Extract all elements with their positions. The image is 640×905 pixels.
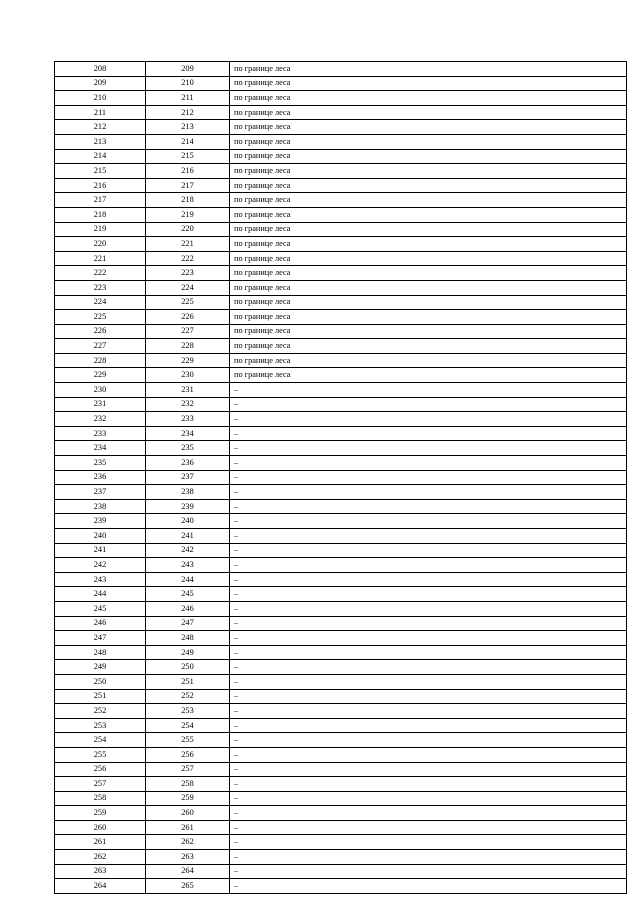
point-from-cell: 237 [55,485,146,500]
point-from-cell: 239 [55,514,146,529]
boundary-points-table [54,61,627,894]
point-from-cell: 254 [55,733,146,748]
table-row [55,777,627,792]
boundary-description-cell: – [230,601,627,616]
point-from-cell: 233 [55,426,146,441]
point-to-cell: 243 [146,558,230,573]
boundary-description-cell: – [230,850,627,865]
table-row [55,514,627,529]
point-from-cell: 236 [55,470,146,485]
boundary-description-cell: – [230,689,627,704]
boundary-description-cell: – [230,806,627,821]
point-from-cell: 242 [55,558,146,573]
point-to-cell: 249 [146,645,230,660]
point-from-cell: 249 [55,660,146,675]
boundary-description-cell: – [230,704,627,719]
boundary-description-cell: – [230,631,627,646]
table-row [55,864,627,879]
point-from-cell: 215 [55,164,146,179]
point-to-cell: 235 [146,441,230,456]
table-row [55,251,627,266]
boundary-description-cell: – [230,879,627,894]
boundary-description-cell: – [230,441,627,456]
table-row [55,616,627,631]
table-row [55,543,627,558]
point-from-cell: 218 [55,207,146,222]
table-row [55,295,627,310]
point-from-cell: 238 [55,499,146,514]
boundary-description-cell: – [230,616,627,631]
boundary-description-cell: – [230,733,627,748]
table-row [55,645,627,660]
point-from-cell: 243 [55,572,146,587]
table-row [55,879,627,894]
point-from-cell: 264 [55,879,146,894]
point-from-cell: 221 [55,251,146,266]
boundary-description-cell: по границе леса [230,120,627,135]
point-to-cell: 251 [146,674,230,689]
point-from-cell: 263 [55,864,146,879]
boundary-description-cell: – [230,762,627,777]
table-row [55,835,627,850]
point-from-cell: 234 [55,441,146,456]
table-row [55,631,627,646]
point-to-cell: 222 [146,251,230,266]
table-row [55,368,627,383]
boundary-description-cell: по границе леса [230,324,627,339]
point-to-cell: 217 [146,178,230,193]
table-row [55,485,627,500]
point-to-cell: 261 [146,820,230,835]
boundary-description-cell: – [230,645,627,660]
boundary-description-cell: – [230,529,627,544]
boundary-description-cell: – [230,864,627,879]
table-row [55,747,627,762]
point-from-cell: 245 [55,601,146,616]
point-to-cell: 218 [146,193,230,208]
table-row [55,62,627,77]
table-row [55,470,627,485]
boundary-description-cell: по границе леса [230,178,627,193]
table-row [55,456,627,471]
point-from-cell: 258 [55,791,146,806]
point-to-cell: 225 [146,295,230,310]
point-from-cell: 250 [55,674,146,689]
point-from-cell: 235 [55,456,146,471]
boundary-description-cell: по границе леса [230,91,627,106]
boundary-description-cell: – [230,835,627,850]
boundary-description-cell: – [230,587,627,602]
point-from-cell: 259 [55,806,146,821]
point-to-cell: 223 [146,266,230,281]
boundary-description-cell: – [230,412,627,427]
table-row [55,91,627,106]
point-to-cell: 244 [146,572,230,587]
point-from-cell: 230 [55,383,146,398]
table-row [55,310,627,325]
point-to-cell: 241 [146,529,230,544]
point-to-cell: 234 [146,426,230,441]
boundary-description-cell: – [230,791,627,806]
boundary-description-cell: по границе леса [230,251,627,266]
point-from-cell: 251 [55,689,146,704]
boundary-description-cell: по границе леса [230,164,627,179]
point-from-cell: 261 [55,835,146,850]
table-row [55,178,627,193]
table-row [55,193,627,208]
point-to-cell: 262 [146,835,230,850]
boundary-description-cell: по границе леса [230,62,627,77]
point-to-cell: 211 [146,91,230,106]
point-from-cell: 231 [55,397,146,412]
table-row [55,674,627,689]
point-from-cell: 260 [55,820,146,835]
point-to-cell: 256 [146,747,230,762]
point-to-cell: 221 [146,237,230,252]
point-to-cell: 248 [146,631,230,646]
point-from-cell: 211 [55,105,146,120]
table-row [55,280,627,295]
boundary-description-cell: по границе леса [230,149,627,164]
point-to-cell: 245 [146,587,230,602]
table-row [55,412,627,427]
boundary-description-cell: – [230,383,627,398]
boundary-description-cell: – [230,499,627,514]
point-to-cell: 247 [146,616,230,631]
boundary-description-cell: – [230,820,627,835]
table-row [55,105,627,120]
point-to-cell: 265 [146,879,230,894]
point-from-cell: 227 [55,339,146,354]
point-to-cell: 236 [146,456,230,471]
point-from-cell: 228 [55,353,146,368]
table-row [55,850,627,865]
point-from-cell: 252 [55,704,146,719]
point-from-cell: 253 [55,718,146,733]
point-to-cell: 228 [146,339,230,354]
table-row [55,718,627,733]
table-row [55,572,627,587]
point-to-cell: 231 [146,383,230,398]
point-to-cell: 257 [146,762,230,777]
point-from-cell: 223 [55,280,146,295]
boundary-description-cell: – [230,470,627,485]
table-row [55,791,627,806]
point-to-cell: 212 [146,105,230,120]
boundary-description-cell: – [230,514,627,529]
boundary-description-cell: – [230,558,627,573]
point-from-cell: 213 [55,134,146,149]
point-from-cell: 241 [55,543,146,558]
table-row [55,689,627,704]
boundary-description-cell: – [230,485,627,500]
point-from-cell: 232 [55,412,146,427]
point-to-cell: 216 [146,164,230,179]
table-row [55,353,627,368]
point-from-cell: 216 [55,178,146,193]
point-to-cell: 215 [146,149,230,164]
boundary-description-cell: – [230,674,627,689]
boundary-description-cell: по границе леса [230,280,627,295]
point-to-cell: 255 [146,733,230,748]
boundary-description-cell: – [230,543,627,558]
boundary-description-cell: – [230,660,627,675]
table-row [55,426,627,441]
table-row [55,164,627,179]
point-to-cell: 233 [146,412,230,427]
point-from-cell: 212 [55,120,146,135]
point-to-cell: 232 [146,397,230,412]
point-to-cell: 264 [146,864,230,879]
table-row [55,207,627,222]
point-from-cell: 256 [55,762,146,777]
boundary-description-cell: по границе леса [230,222,627,237]
point-from-cell: 229 [55,368,146,383]
boundary-description-cell: по границе леса [230,368,627,383]
boundary-description-cell: по границе леса [230,134,627,149]
point-from-cell: 248 [55,645,146,660]
table-row [55,762,627,777]
point-from-cell: 209 [55,76,146,91]
table-row [55,820,627,835]
point-to-cell: 210 [146,76,230,91]
point-from-cell: 217 [55,193,146,208]
point-to-cell: 230 [146,368,230,383]
boundary-description-cell: – [230,456,627,471]
boundary-description-cell: по границе леса [230,339,627,354]
point-from-cell: 247 [55,631,146,646]
point-to-cell: 209 [146,62,230,77]
boundary-description-cell: по границе леса [230,105,627,120]
point-to-cell: 250 [146,660,230,675]
table-row [55,558,627,573]
table-row [55,149,627,164]
point-to-cell: 226 [146,310,230,325]
point-to-cell: 220 [146,222,230,237]
point-to-cell: 253 [146,704,230,719]
point-to-cell: 227 [146,324,230,339]
point-from-cell: 262 [55,850,146,865]
boundary-description-cell: по границе леса [230,193,627,208]
point-to-cell: 252 [146,689,230,704]
point-from-cell: 240 [55,529,146,544]
point-to-cell: 229 [146,353,230,368]
point-from-cell: 224 [55,295,146,310]
point-from-cell: 226 [55,324,146,339]
boundary-description-cell: – [230,397,627,412]
table-row [55,237,627,252]
table-row [55,601,627,616]
point-to-cell: 258 [146,777,230,792]
table-row [55,733,627,748]
point-from-cell: 257 [55,777,146,792]
boundary-description-cell: по границе леса [230,207,627,222]
table-row [55,120,627,135]
boundary-description-cell: по границе леса [230,310,627,325]
table-row [55,266,627,281]
table-row [55,660,627,675]
table-row [55,383,627,398]
boundary-description-cell: по границе леса [230,237,627,252]
point-to-cell: 214 [146,134,230,149]
table-row [55,339,627,354]
table-row [55,76,627,91]
point-to-cell: 259 [146,791,230,806]
boundary-description-cell: по границе леса [230,76,627,91]
table-row [55,397,627,412]
boundary-description-cell: по границе леса [230,295,627,310]
point-to-cell: 260 [146,806,230,821]
table-row [55,704,627,719]
point-from-cell: 210 [55,91,146,106]
table-row [55,499,627,514]
point-to-cell: 237 [146,470,230,485]
boundary-description-cell: – [230,426,627,441]
point-to-cell: 239 [146,499,230,514]
point-from-cell: 244 [55,587,146,602]
point-to-cell: 219 [146,207,230,222]
point-to-cell: 263 [146,850,230,865]
point-from-cell: 225 [55,310,146,325]
boundary-description-cell: – [230,777,627,792]
table-row [55,324,627,339]
point-from-cell: 246 [55,616,146,631]
point-from-cell: 220 [55,237,146,252]
point-from-cell: 208 [55,62,146,77]
point-to-cell: 242 [146,543,230,558]
point-to-cell: 224 [146,280,230,295]
point-from-cell: 219 [55,222,146,237]
boundary-description-cell: – [230,718,627,733]
table-body [55,62,627,894]
table-row [55,134,627,149]
table-row [55,587,627,602]
table-row [55,222,627,237]
point-from-cell: 255 [55,747,146,762]
point-from-cell: 214 [55,149,146,164]
table-row [55,806,627,821]
point-to-cell: 213 [146,120,230,135]
point-from-cell: 222 [55,266,146,281]
point-to-cell: 246 [146,601,230,616]
table-row [55,529,627,544]
point-to-cell: 240 [146,514,230,529]
point-to-cell: 238 [146,485,230,500]
table-row [55,441,627,456]
boundary-description-cell: по границе леса [230,353,627,368]
boundary-description-cell: – [230,747,627,762]
boundary-description-cell: – [230,572,627,587]
boundary-description-cell: по границе леса [230,266,627,281]
point-to-cell: 254 [146,718,230,733]
